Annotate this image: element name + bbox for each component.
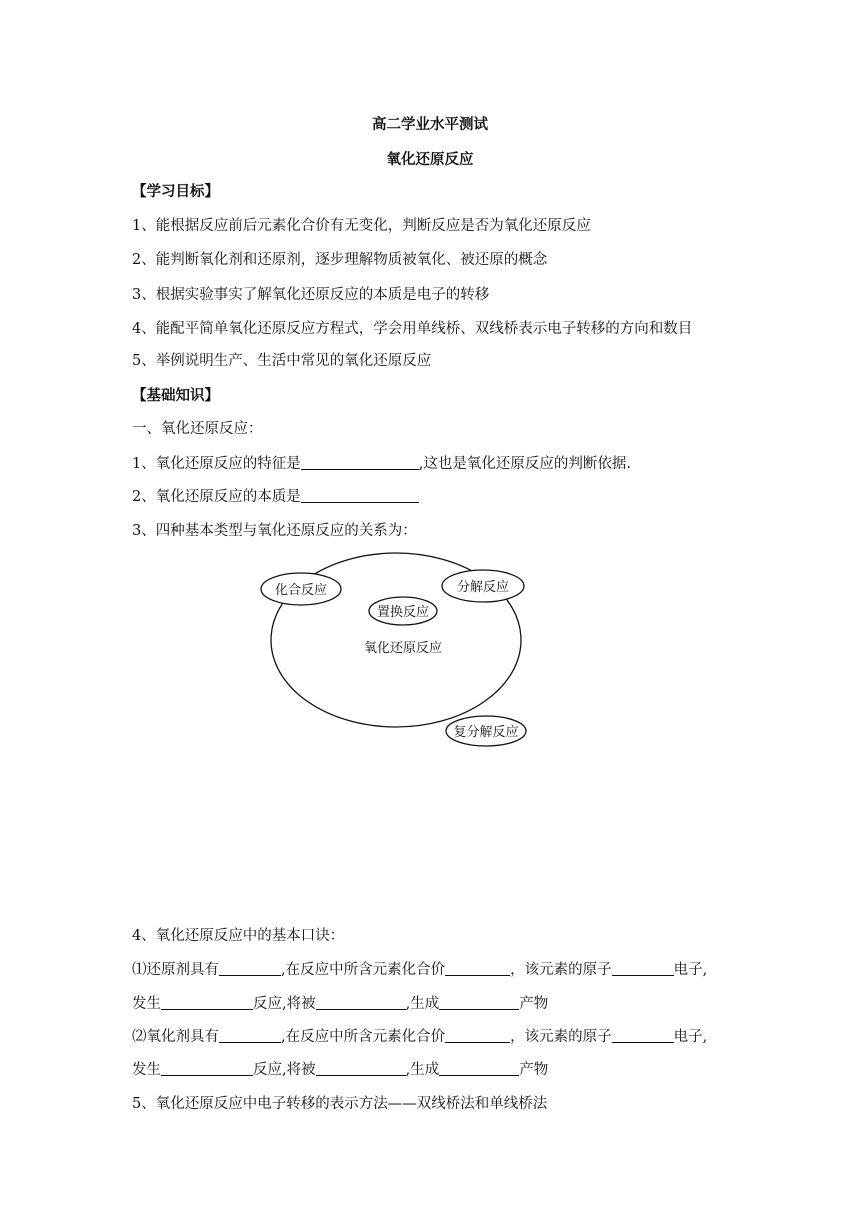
question-text: 产物 <box>519 1062 549 1078</box>
question-text: ,在反应中所含元素化合价 <box>281 1029 446 1045</box>
question-text: 1、氧化还原反应的特征是 <box>132 456 301 472</box>
fill-blank[interactable] <box>161 1061 253 1076</box>
question-text: 电子, <box>673 1029 708 1045</box>
goal-item: 3、根据实验事实了解氧化还原反应的本质是电子的转移 <box>132 287 490 303</box>
fill-blank[interactable] <box>612 1028 674 1043</box>
question-text: ，该元素的原子 <box>510 1029 612 1045</box>
section-heading: 一、氧化还原反应： <box>132 421 263 437</box>
question-text: 反应,将被 <box>253 996 316 1012</box>
question-3: 3、四种基本类型与氧化还原反应的关系为： <box>132 523 417 539</box>
oxidizer-line-2 <box>132 1058 548 1079</box>
doc-title: 高二学业水平测试 <box>372 117 488 133</box>
question-text: 发生 <box>132 996 161 1012</box>
displacement-label: 置换反应 <box>376 605 430 620</box>
fill-blank[interactable] <box>445 1028 510 1043</box>
question-text: ⑵氧化剂具有 <box>132 1029 219 1045</box>
redox-label: 氧化还原反应 <box>363 641 443 656</box>
question-text: ,这也是氧化还原反应的判断依据. <box>418 456 631 472</box>
question-text: 发生 <box>132 1062 161 1078</box>
goal-item: 4、能配平简单氧化还原反应方程式，学会用单线桥、双线桥表示电子转移的方向和数目 <box>132 321 693 337</box>
double-decomposition-label: 复分解反应 <box>453 725 519 740</box>
fill-blank[interactable] <box>439 995 519 1010</box>
fill-blank[interactable] <box>219 961 281 976</box>
question-text: ,生成 <box>405 1062 440 1078</box>
decomposition-label: 分解反应 <box>456 580 510 595</box>
combination-label: 化合反应 <box>274 583 328 598</box>
fill-blank[interactable] <box>445 961 510 976</box>
oxidizer-line-1 <box>132 1025 707 1046</box>
question-text: 反应,将被 <box>253 1062 316 1078</box>
question-text: 2、氧化还原反应的本质是 <box>132 489 301 505</box>
fill-blank[interactable] <box>612 961 674 976</box>
fill-blank[interactable] <box>161 995 253 1010</box>
question-text: ,生成 <box>405 996 440 1012</box>
question-text: ⑴还原剂具有 <box>132 962 219 978</box>
basics-heading: 【基础知识】 <box>132 388 219 404</box>
question-4: 4、氧化还原反应中的基本口诀： <box>132 928 345 944</box>
goal-item: 1、能根据反应前后元素化合价有无变化，判断反应是否为氧化还原反应 <box>132 218 591 234</box>
reducer-line-2 <box>132 992 548 1013</box>
fill-blank[interactable] <box>316 1061 406 1076</box>
question-text: ，该元素的原子 <box>510 962 612 978</box>
question-text: 产物 <box>519 996 549 1012</box>
fill-blank[interactable] <box>316 995 406 1010</box>
reducer-line-1 <box>132 958 707 979</box>
goals-heading: 【学习目标】 <box>132 184 219 200</box>
doc-subtitle: 氧化还原反应 <box>386 152 474 168</box>
fill-blank[interactable] <box>219 1028 281 1043</box>
fill-blank[interactable] <box>439 1061 519 1076</box>
question-text: 电子, <box>673 962 708 978</box>
question-text: ,在反应中所含元素化合价 <box>281 962 446 978</box>
goal-item: 5、举例说明生产、生活中常见的氧化还原反应 <box>132 353 432 369</box>
question-5: 5、氧化还原反应中电子转移的表示方法——双线桥法和单线桥法 <box>132 1096 548 1112</box>
goal-item: 2、能判断氧化剂和还原剂，逐步理解物质被氧化、被还原的概念 <box>132 252 548 268</box>
